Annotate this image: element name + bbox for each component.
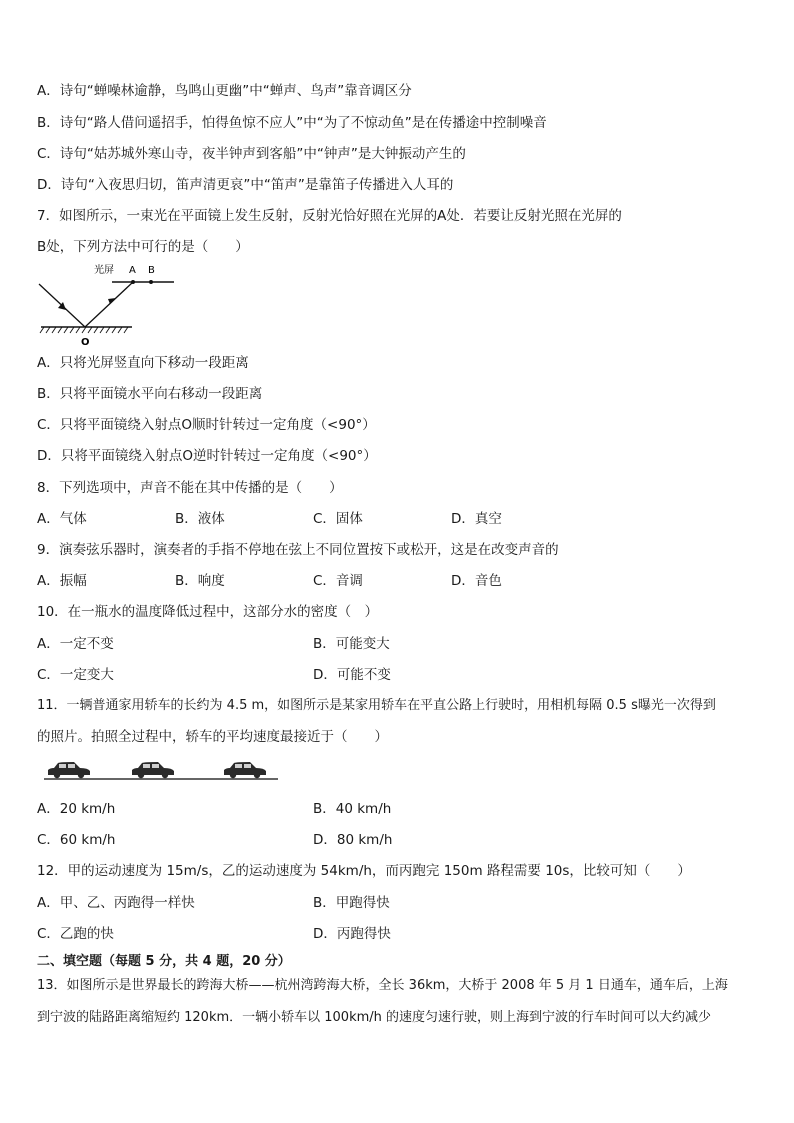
q9-option-b: B．响度 — [175, 573, 225, 589]
q12-option-c: C．乙跑的快 — [37, 926, 114, 942]
q11-car-photo — [44, 758, 278, 782]
q7-option-a: A．只将光屏竖直向下移动一段距离 — [37, 355, 249, 371]
q8-stem: 8．下列选项中，声音不能在其中传播的是（ ） — [37, 480, 343, 496]
q9-option-c: C．音调 — [313, 573, 363, 589]
section-heading: 二、填空题（每题 5 分，共 4 题，20 分） — [37, 954, 291, 969]
q13-line2: 到宁波的陆路距离缩短约 120km．一辆小轿车以 100km/h 的速度匀速行驶，则上海到宁波的行车时间可以大约减少 — [37, 1010, 712, 1025]
car-icon — [224, 762, 266, 778]
q7-option-d: D．只将平面镜绕入射点O逆时针转过一定角度（<90°） — [37, 448, 377, 464]
q6-option-d: D．诗句“入夜思归切，笛声清更哀”中“笛声”是靠笛子传播进入人耳的 — [37, 177, 454, 193]
q12-stem: 12．甲的运动速度为 15m/s，乙的运动速度为 54km/h，而丙跑完 150m 路程需要 10s，比较可知（ ） — [37, 863, 691, 879]
q10-option-b: B．可能变大 — [313, 636, 390, 652]
screen-label: 光屏 — [94, 265, 114, 276]
q6-option-b: B．诗句“路人借问遥招手，怕得鱼惊不应人”中“为了不惊动鱼”是在传播途中控制噪音 — [37, 115, 547, 131]
point-a-label: A — [129, 265, 136, 276]
q6-option-a: A．诗句“蝉噪林逾静，鸟鸣山更幽”中“蝉声、鸟声”靠音调区分 — [37, 83, 412, 99]
q7-stem-line1: 7．如图所示，一束光在平面镜上发生反射，反射光恰好照在光屏的A处．若要让反射光照在光屏的 — [37, 208, 622, 224]
q7-option-c: C．只将平面镜绕入射点O顺时针转过一定角度（<90°） — [37, 417, 376, 433]
q7-stem-line2: B处，下列方法中可行的是（ ） — [37, 239, 249, 255]
q11-stem-line2: 的照片。拍照全过程中，轿车的平均速度最接近于（ ） — [37, 729, 388, 745]
q8-option-a: A．气体 — [37, 511, 87, 527]
q8-option-c: C．固体 — [313, 511, 363, 527]
point-o-label: O — [81, 337, 90, 348]
q10-stem: 10．在一瓶水的温度降低过程中，这部分水的密度（ ） — [37, 604, 379, 620]
q13-line1: 13．如图所示是世界最长的跨海大桥——杭州湾跨海大桥，全长 36km，大桥于 2008 年 5 月 1 日通车，通车后，上海 — [37, 978, 728, 993]
point-b-label: B — [148, 265, 155, 276]
q11-stem-line1: 11．一辆普通家用轿车的长约为 4.5 m，如图所示是某家用轿车在平直公路上行驶时，用相机每隔 0.5 s曝光一次得到 — [37, 698, 716, 713]
q11-option-a: A．20 km/h — [37, 801, 116, 817]
q12-option-d: D．丙跑得快 — [313, 926, 391, 942]
q11-option-d: D．80 km/h — [313, 832, 393, 848]
q11-option-b: B．40 km/h — [313, 801, 392, 817]
q9-option-d: D．音色 — [451, 573, 502, 589]
q9-stem: 9．演奏弦乐器时，演奏者的手指不停地在弦上不同位置按下或松开，这是在改变声音的 — [37, 542, 559, 558]
q12-option-b: B．甲跑得快 — [313, 895, 390, 911]
car-icon — [48, 762, 90, 778]
q10-option-a: A．一定不变 — [37, 636, 114, 652]
q6-option-c: C．诗句“姑苏城外寒山寺，夜半钟声到客船”中“钟声”是大钟振动产生的 — [37, 146, 466, 162]
q11-option-c: C．60 km/h — [37, 832, 116, 848]
q9-option-a: A．振幅 — [37, 573, 87, 589]
car-icon — [132, 762, 174, 778]
q8-option-d: D．真空 — [451, 511, 502, 527]
q7-reflection-figure — [36, 258, 186, 350]
q8-option-b: B．液体 — [175, 511, 225, 527]
q12-option-a: A．甲、乙、丙跑得一样快 — [37, 895, 195, 911]
q7-option-b: B．只将平面镜水平向右移动一段距离 — [37, 386, 263, 402]
q10-option-d: D．可能不变 — [313, 667, 391, 683]
q10-option-c: C．一定变大 — [37, 667, 114, 683]
